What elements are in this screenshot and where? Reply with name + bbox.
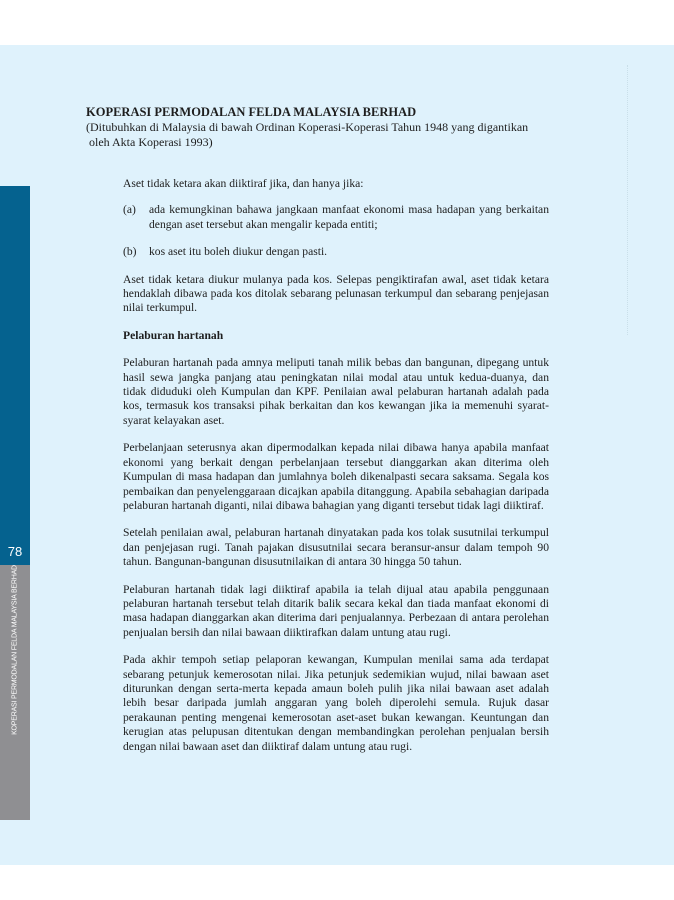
criteria-list-item <box>123 245 549 259</box>
organization-subtitle-line-1: (Ditubuhkan di Malaysia di bawah Ordinan Koperasi-Koperasi Tahun 1948 yang digantikan <box>86 120 529 134</box>
document-body <box>123 177 549 767</box>
body-paragraph: Perbelanjaan seterusnya akan dipermodalkan kepada nilai dibawa hanya apabila manfaat ekonomi yang berkait dengan perbelanjaan tersebut dianggarkan akan diterima oleh Kumpulan di masa hadapan dan jumlahnya boleh dikenalpasti secara saksama. Segala kos pembaikan dan penyelenggaraan dicajkan apabila ditanggung. Apabila sebahagian daripada pelaburan hartanah diganti, nilai dibawa bahagian yang diganti tersebut tidak lagi diiktiraf. <box>123 441 549 512</box>
sidebar-label-wrap <box>0 565 30 745</box>
list-marker: (b) <box>123 245 137 259</box>
sidebar-org-band <box>0 565 30 820</box>
body-paragraph: Setelah penilaian awal, pelaburan hartanah dinyatakan pada kos tolak susutnilai terkumpul dan penjejasan rugi. Tanah pajakan disusutnilai secara beransur-ansur dalam tempoh 90 tahun. Bangunan-bangunan disusutnilaikan di antara 30 hingga 50 tahun. <box>123 526 549 569</box>
sidebar-vertical-label: KOPERASI PERMODALAN FELDA MALAYSIA BERHAD <box>11 565 19 735</box>
intangible-intro: Aset tidak ketara akan diiktiraf jika, dan hanya jika: <box>123 177 364 190</box>
sidebar-page-tab <box>0 186 30 565</box>
document-page <box>0 45 674 865</box>
body-paragraph: Pada akhir tempoh setiap pelaporan kewangan, Kumpulan menilai sama ada terdapat sebarang petunjuk kemerosotan nilai. Jika petunjuk sedemikian wujud, nilai bawaan aset diturunkan dengan serta-merta kepada amaun boleh pulih jika nilai bawaan aset adalah lebih besar daripada jumlah anggaran yang boleh diperolehi semula. Rujuk dasar perakaunan penting mengenai kemerosotan aset-aset bukan kewangan. Keuntungan dan kerugian atas pelupusan ditentukan dengan membandingkan perolehan penjualan bersih dengan nilai bawaan aset dan diiktiraf dalam untung atau rugi. <box>123 653 549 753</box>
organization-title: KOPERASI PERMODALAN FELDA MALAYSIA BERHAD <box>86 105 417 119</box>
body-paragraph: Pelaburan hartanah pada amnya meliputi tanah milik bebas dan bangunan, dipegang untuk hasil sewa jangka panjang atau peningkatan nilai modal atau untuk kedua-duanya, dan tidak diduduki oleh Kumpulan dan KPF. Penilaian awal pelaburan hartanah adalah pada kos, termasuk kos transaksi pihak berkaitan dan kos kewangan jika ia memenuhi syarat-syarat kelayakan aset. <box>123 356 549 427</box>
page-number: 78 <box>7 544 23 559</box>
list-text: ada kemungkinan bahawa jangkaan manfaat ekonomi masa hadapan yang berkaitan dengan aset tersebut akan mengalir kepada entiti; <box>149 203 549 231</box>
criteria-list-item <box>123 203 549 232</box>
list-text: kos aset itu boleh diukur dengan pasti. <box>149 245 328 259</box>
margin-guide-line <box>627 65 628 335</box>
body-paragraph: Pelaburan hartanah tidak lagi diiktiraf apabila ia telah dijual atau apabila penggunaan pelaburan hartanah tersebut telah ditarik balik secara kekal dan tiada manfaat ekonomi di masa hadapan dianggarkan akan diterima dari penjualannya. Perbezaan di antara perolehan penjualan bersih dan nilai bawaan diiktirafkan dalam untung atau rugi. <box>123 582 549 639</box>
organization-subtitle-line-2: oleh Akta Koperasi 1993) <box>89 135 213 149</box>
list-marker: (a) <box>123 203 136 217</box>
document-header <box>86 105 556 150</box>
section-heading: Pelaburan hartanah <box>123 328 224 342</box>
intangible-measurement-paragraph: Aset tidak ketara diukur mulanya pada kos. Selepas pengiktirafan awal, aset tidak ketara hendaklah dibawa pada kos ditolak sebarang pelunasan terkumpul dan sebarang penjejasan nilai terkumpul. <box>123 272 549 315</box>
